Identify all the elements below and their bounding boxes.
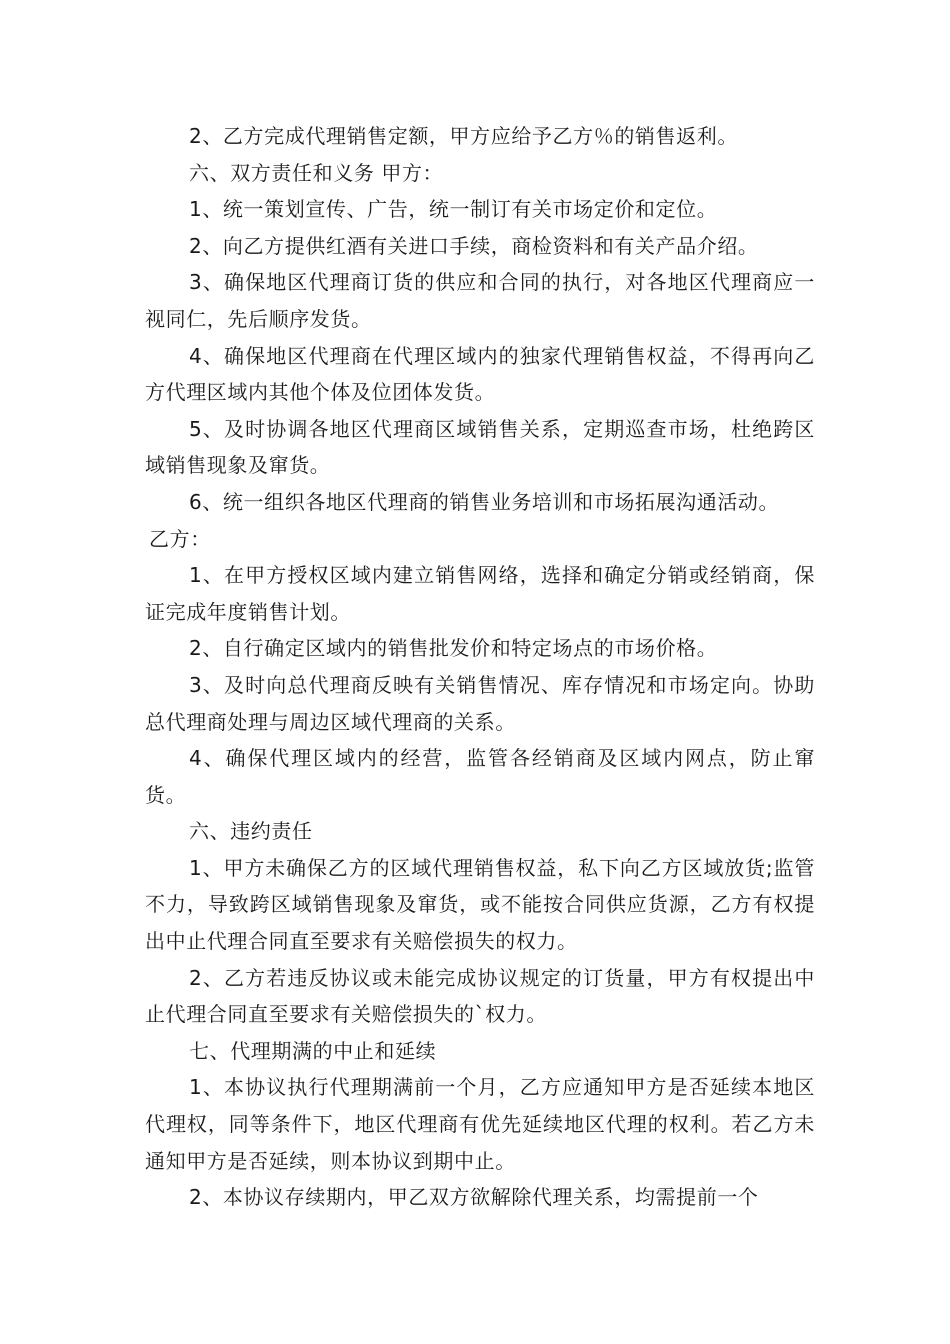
paragraph: 2、本协议存续期内，甲乙双方欲解除代理关系，均需提前一个 bbox=[189, 1185, 759, 1210]
section-heading: 六、双方责任和义务 甲方： bbox=[189, 160, 444, 185]
paragraph: 1、本协议执行代理期满前一个月，乙方应通知甲方是否延续本地区代理权，同等条件下，地区代理商有优先延续地区代理的权利。若乙方未通知甲方是否延续，则本协议到期中止。 bbox=[145, 1075, 815, 1173]
paragraph: 6、统一组织各地区代理商的销售业务培训和市场拓展沟通活动。 bbox=[189, 489, 780, 514]
document-body bbox=[145, 118, 815, 1216]
paragraph: 1、在甲方授权区域内建立销售网络，选择和确定分销或经销商，保证完成年度销售计划。 bbox=[145, 563, 815, 624]
paragraph: 2、乙方若违反协议或未能完成协议规定的订货量，甲方有权提出中止代理合同直至要求有关赔偿损失的`权力。 bbox=[145, 965, 815, 1027]
paragraph: 2、向乙方提供红酒有关进口手续，商检资料和有关产品介绍。 bbox=[189, 233, 759, 258]
paragraph: 2、乙方完成代理销售定额，甲方应给予乙方％的销售返利。 bbox=[189, 124, 738, 148]
paragraph: 2、自行确定区域内的销售批发价和特定场点的市场价格。 bbox=[189, 636, 718, 661]
paragraph: 5、及时协调各地区代理商区域销售关系，定期巡查市场，杜绝跨区域销售现象及窜货。 bbox=[145, 416, 815, 478]
paragraph: 1、甲方未确保乙方的区域代理销售权益，私下向乙方区域放货;监管不力，导致跨区域销售现象及窜货，或不能按合同供应货源，乙方有权提出中止代理合同直至要求有关赔偿损失的权力。 bbox=[145, 855, 815, 954]
paragraph: 3、及时向总代理商反映有关销售情况、库存情况和市场定向。协助总代理商处理与周边区域代理商的关系。 bbox=[145, 672, 815, 734]
paragraph: 4、确保地区代理商在代理区域内的独家代理销售权益，不得再向乙方代理区域内其他个体及位团体发货。 bbox=[145, 343, 815, 405]
party-label: 乙方： bbox=[149, 526, 211, 551]
paragraph: 1、统一策划宣传、广告，统一制订有关市场定价和定位。 bbox=[189, 197, 718, 222]
section-heading: 六、违约责任 bbox=[189, 819, 313, 844]
paragraph: 4、确保代理区域内的经营，监管各经销商及区域内网点，防止窜货。 bbox=[145, 746, 815, 807]
paragraph: 3、确保地区代理商订货的供应和合同的执行，对各地区代理商应一视同仁，先后顺序发货。 bbox=[145, 270, 815, 331]
section-heading: 七、代理期满的中止和延续 bbox=[189, 1038, 437, 1063]
